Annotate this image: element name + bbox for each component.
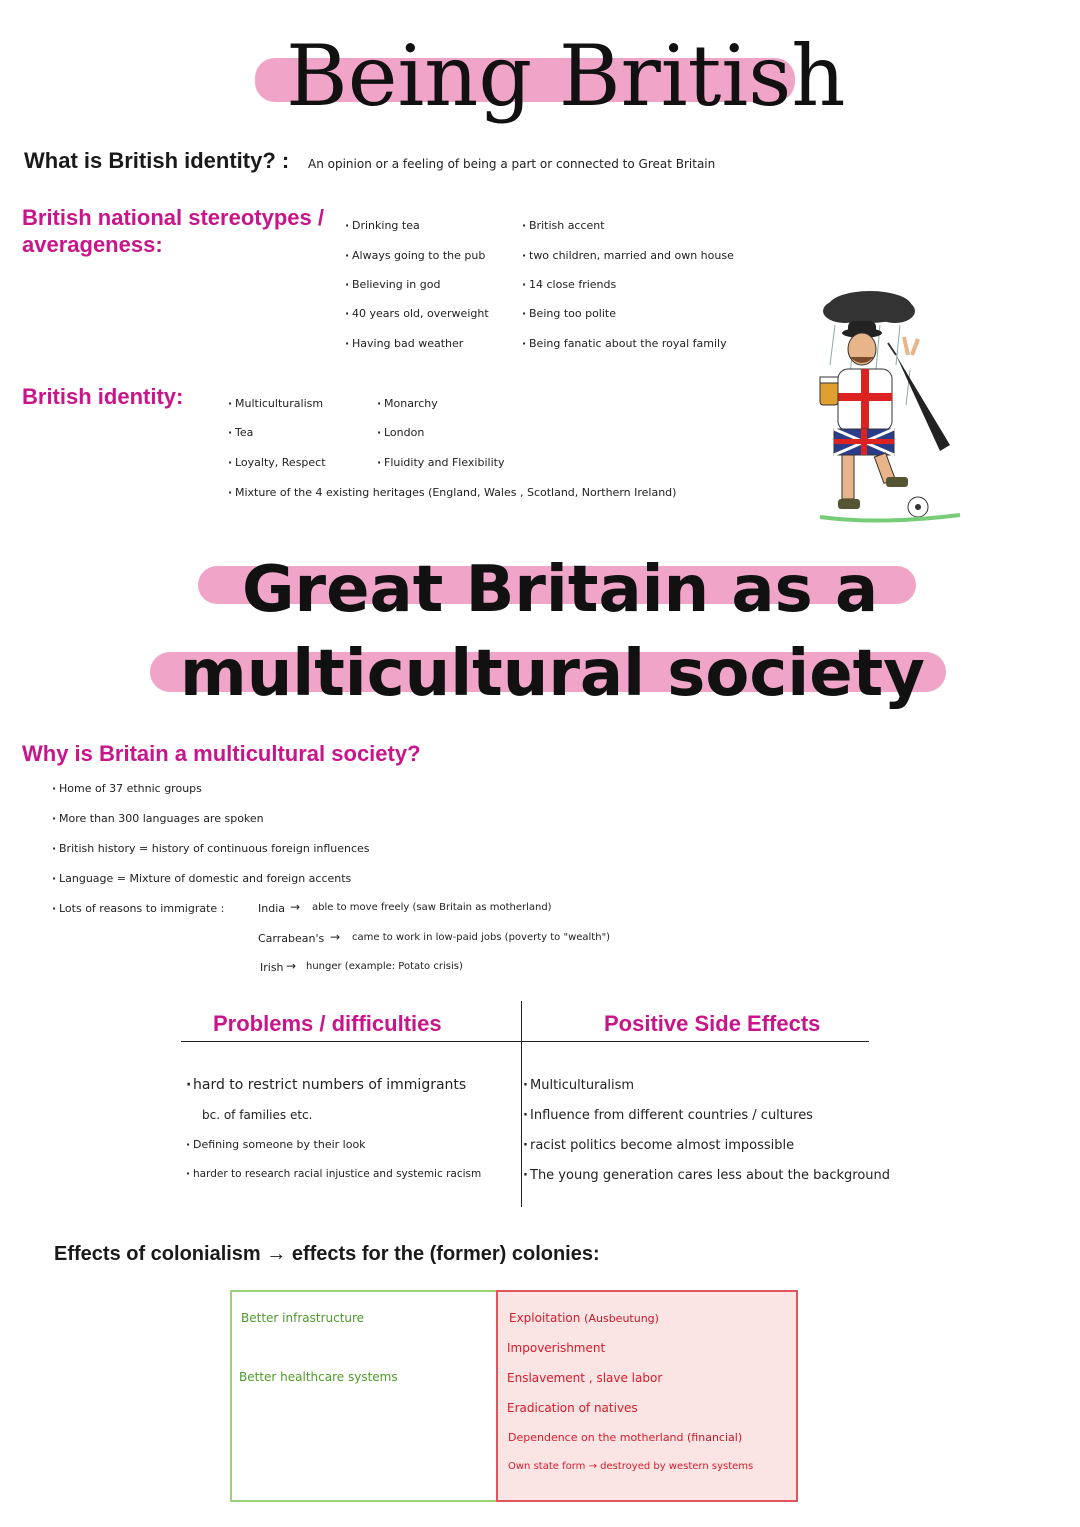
reason-text: hunger (example: Potato crisis) [306,961,463,972]
list-item: · Lots of reasons to immigrate : [52,902,224,915]
reason-text: able to move freely (saw Britain as motherland) [312,902,552,913]
list-item: · Having bad weather [345,337,463,350]
list-item: · 14 close friends [522,278,616,291]
colonialism-heading: Effects of colonialism → effects for the (former) colonies: [54,1243,600,1265]
british-man-cartoon-icon [800,285,980,535]
list-item: · Mixture of the 4 existing heritages (England, Wales , Scotland, Northern Ireland) [228,486,676,499]
section-title-line1: Great Britain as a [242,553,879,627]
list-item: · Drinking tea [345,219,420,232]
bad-effect-item [507,1341,605,1355]
stereotypes-heading-line1: British national stereotypes / [22,205,324,230]
list-item: · Home of 37 ethnic groups [52,782,202,795]
list-item: · Being fanatic about the royal family [522,337,727,350]
list-item: · racist politics become almost impossible [523,1138,794,1153]
list-item: · Tea [228,426,253,439]
list-item: · harder to research racial injustice and systemic racism [186,1168,481,1180]
bad-effect-text: Eradication of natives [507,1401,638,1415]
bad-effect-item [508,1431,742,1444]
why-heading: Why is Britain a multicultural society? [22,741,421,766]
arrow-icon: → [330,930,341,944]
bad-effect-text: Exploitation [509,1311,585,1325]
list-item: · The young generation cares less about the background [523,1168,890,1183]
bad-effect-item [507,1401,638,1415]
list-item: · British history = history of continuous foreign influences [52,842,370,855]
list-item: · Fluidity and Flexibility [377,456,504,469]
reason-group: India [258,902,285,915]
list-item: · hard to restrict numbers of immigrants [186,1077,466,1093]
list-item: · Monarchy [377,397,438,410]
arrow-icon: → [286,959,297,973]
arrow-icon: → [290,900,301,914]
list-item: · 40 years old, overweight [345,307,489,320]
stereotypes-heading-line2: averageness: [22,232,163,257]
list-item: · Multiculturalism [228,397,323,410]
bad-effect-text: Enslavement , slave labor [507,1371,663,1385]
bad-effect-text: Dependence on the motherland [508,1431,688,1444]
list-item: · British accent [522,219,605,232]
reason-group: Carrabean's [258,932,325,945]
good-effect-item: Better infrastructure [241,1311,365,1325]
reason-group: Irish [260,961,284,974]
list-item: · Loyalty, Respect [228,456,326,469]
list-item: · Multiculturalism [523,1078,634,1093]
t-chart-horizontal-line [181,1041,869,1042]
bad-effect-note: (financial) [687,1431,743,1444]
list-item: · Being too polite [522,307,616,320]
list-item: · Influence from different countries / cultures [523,1108,813,1123]
identity-question: What is British identity? : [24,148,290,173]
identity-heading: British identity: [22,384,184,409]
list-item: · London [377,426,424,439]
t-chart-vertical-line [521,1001,522,1207]
list-item: · More than 300 languages are spoken [52,812,264,825]
bad-effect-item [507,1371,662,1385]
positives-heading: Positive Side Effects [604,1011,821,1036]
bad-effect-item [508,1461,753,1472]
section-title-line2: multicultural society [180,637,925,711]
good-effect-item: Better healthcare systems [239,1370,398,1384]
list-item: · Language = Mixture of domestic and foreign accents [52,872,351,885]
list-item: · Believing in god [345,278,440,291]
list-item: · Defining someone by their look [186,1138,366,1151]
bad-effect-item [509,1311,659,1325]
list-item: bc. of families etc. [202,1108,313,1122]
list-item: · two children, married and own house [522,249,734,262]
reason-text: came to work in low-paid jobs (poverty to "wealth") [352,932,611,943]
page-title: Being British [286,27,846,125]
bad-effect-note: (Ausbeutung) [584,1312,659,1325]
bad-effect-text: Impoverishment [507,1341,606,1355]
identity-answer: An opinion or a feeling of being a part or connected to Great Britain [308,157,716,171]
problems-heading: Problems / difficulties [213,1011,442,1036]
bad-effect-text: Own state form → destroyed by western systems [508,1461,754,1472]
list-item: · Always going to the pub [345,249,485,262]
